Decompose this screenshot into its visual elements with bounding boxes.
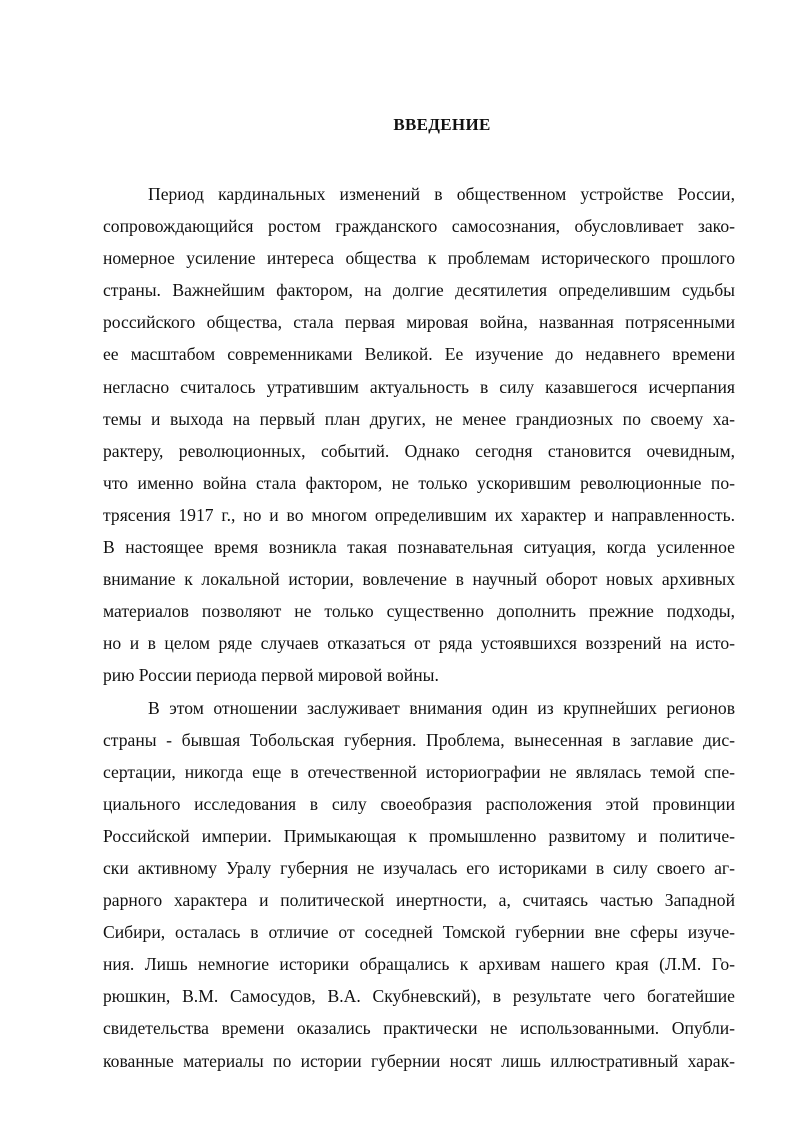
text-line: ния. Лишь немногие историки обращались к архивам нашего края (Л.М. Го- bbox=[103, 954, 735, 975]
text-line: сопровождающийся ростом гражданского самосознания, обусловливает зако- bbox=[103, 216, 735, 237]
text-line: негласно считалось утратившим актуальность в силу казавшегося исчерпания bbox=[103, 376, 735, 397]
page-title: ВВЕДЕНИЕ bbox=[393, 115, 491, 134]
text-line: рактеру, революционных, событий. Однако сегодня становится очевидным, bbox=[103, 440, 735, 461]
text-line: что именно война стала фактором, не только ускорившим революционные по- bbox=[103, 472, 735, 493]
text-line: номерное усиление интереса общества к проблемам исторического прошлого bbox=[103, 248, 735, 269]
document-body bbox=[103, 178, 735, 1077]
text-line: страны - бывшая Тобольская губерния. Проблема, вынесенная в заглавие дис- bbox=[103, 729, 735, 750]
text-line: свидетельства времени оказались практически не использованными. Опубли- bbox=[103, 1018, 735, 1039]
text-line: ее масштабом современниками Великой. Ее изучение до недавнего времени bbox=[103, 344, 735, 365]
text-line: В этом отношении заслуживает внимания один из крупнейших регионов bbox=[148, 697, 735, 718]
text-line: циального исследования в силу своеобразия расположения этой провинции bbox=[103, 793, 735, 814]
text-line: рию России периода первой мировой войны. bbox=[103, 665, 439, 686]
text-line: сертации, никогда еще в отечественной историографии не являлась темой спе- bbox=[103, 761, 735, 782]
text-line: страны. Важнейшим фактором, на долгие десятилетия определившим судьбы bbox=[103, 280, 735, 301]
text-line: рарного характера и политической инертности, а, считаясь частью Западной bbox=[103, 890, 735, 911]
text-line: внимание к локальной истории, вовлечение в научный оборот новых архивных bbox=[103, 569, 735, 590]
text-line: рюшкин, В.М. Самосудов, В.А. Скубневский), в результате чего богатейшие bbox=[103, 986, 735, 1007]
text-line: В настоящее время возникла такая познавательная ситуация, когда усиленное bbox=[103, 537, 735, 558]
text-line: трясения 1917 г., но и во многом определившим их характер и направленность. bbox=[103, 504, 735, 525]
text-line: кованные материалы по истории губернии носят лишь иллюстративный харак- bbox=[103, 1050, 735, 1071]
text-line: российского общества, стала первая мировая война, названная потрясенными bbox=[103, 312, 735, 333]
text-line: но и в целом ряде случаев отказаться от ряда устоявшихся воззрений на исто- bbox=[103, 633, 735, 654]
text-line: Российской империи. Примыкающая к промышленно развитому и политиче- bbox=[103, 825, 735, 846]
text-line: ски активному Уралу губерния не изучалась его историками в силу своего аг- bbox=[103, 857, 735, 878]
text-line: Сибири, осталась в отличие от соседней Томской губернии вне сферы изуче- bbox=[103, 922, 735, 943]
text-line: Период кардинальных изменений в общественном устройстве России, bbox=[148, 184, 735, 204]
text-line: материалов позволяют не только существенно дополнить прежние подходы, bbox=[103, 601, 735, 622]
text-line: темы и выхода на первый план других, не менее грандиозных по своему ха- bbox=[103, 408, 735, 429]
